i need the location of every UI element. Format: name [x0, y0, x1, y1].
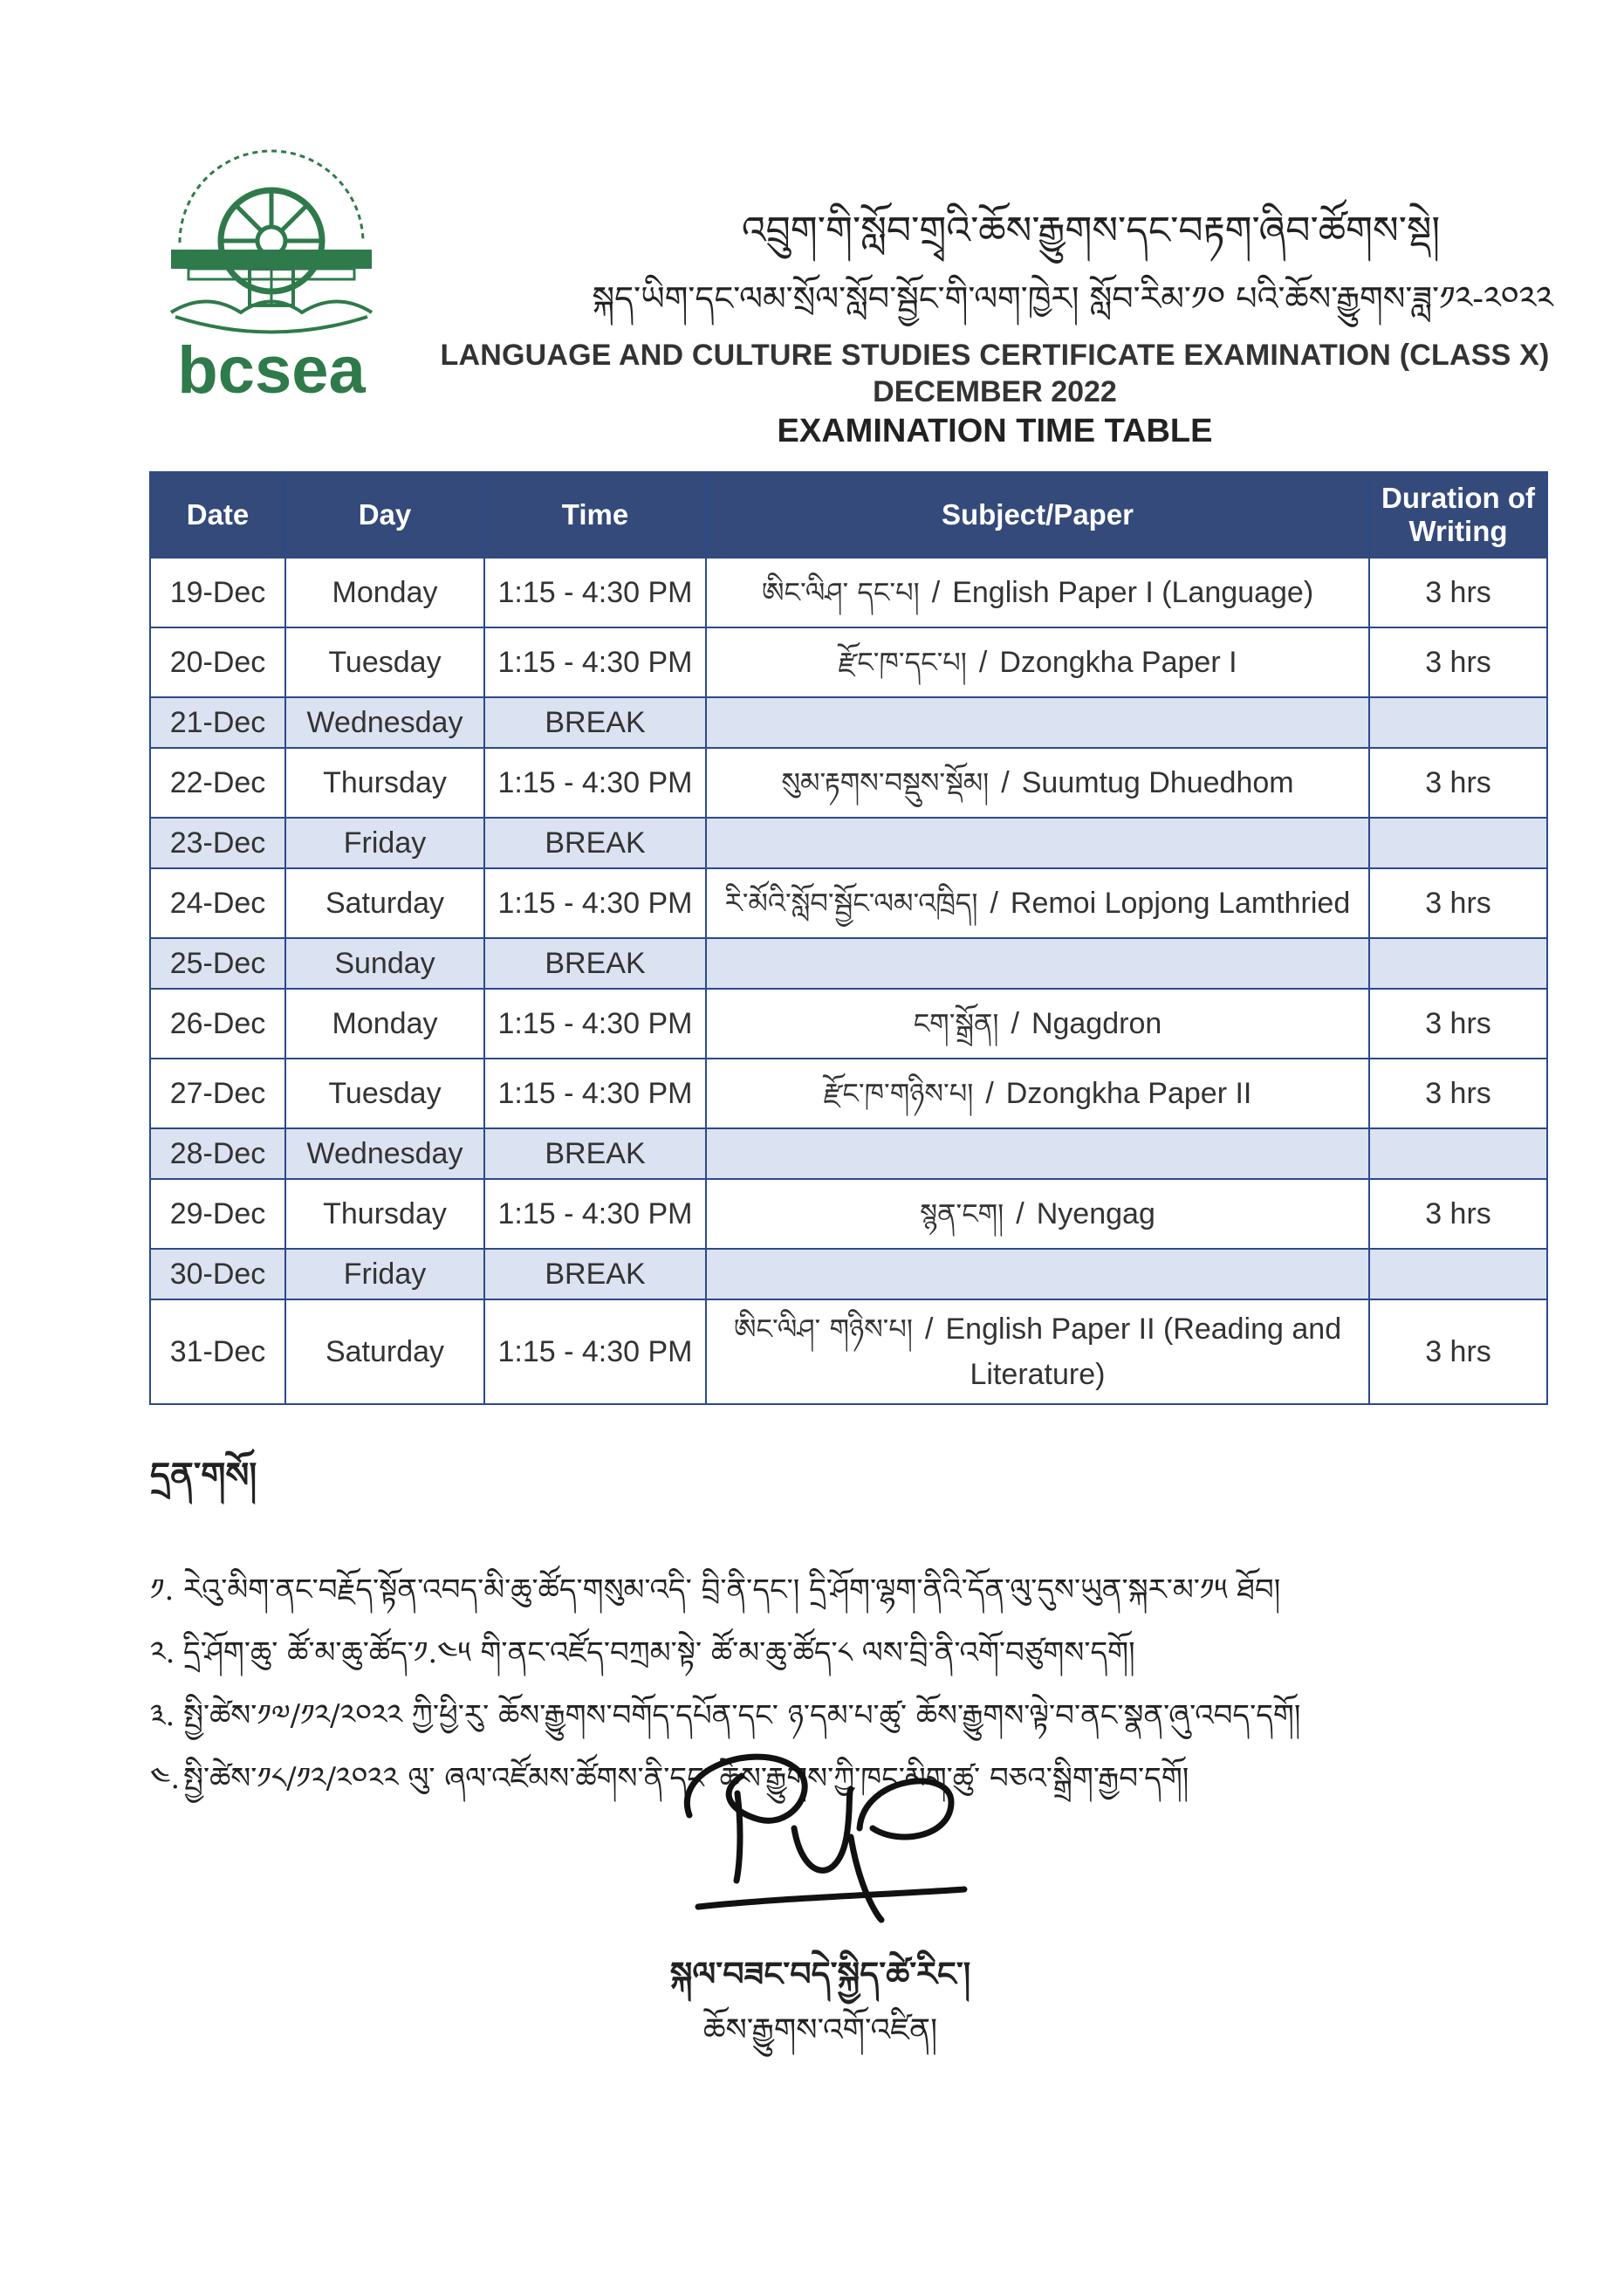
- exam-month: DECEMBER 2022: [873, 375, 1117, 408]
- subject-text: [781, 760, 1293, 805]
- timetable: [149, 471, 1548, 1405]
- cell-subject: [706, 818, 1369, 868]
- cell-date: 26-Dec: [150, 989, 285, 1059]
- cell-duration: 3 hrs: [1369, 748, 1547, 818]
- cell-date: 21-Dec: [150, 697, 285, 748]
- table-row: [150, 558, 1547, 627]
- cell-day: Monday: [285, 989, 484, 1059]
- cell-duration: [1369, 938, 1547, 989]
- cell-day: Thursday: [285, 748, 484, 818]
- cell-subject: [706, 938, 1369, 989]
- subject-text: [920, 1191, 1155, 1237]
- cell-date: 31-Dec: [150, 1299, 285, 1404]
- cell-duration: 3 hrs: [1369, 989, 1547, 1059]
- cell-time: 1:15 - 4:30 PM: [484, 1179, 706, 1249]
- subject-separator: /: [931, 576, 941, 609]
- cell-time: 1:15 - 4:30 PM: [484, 868, 706, 938]
- cell-day: Saturday: [285, 868, 484, 938]
- tibetan-subtitle: སྐད་ཡིག་དང་ལམ་སྲོལ་སློབ་སྦྱོང་གི་ལག་ཁྱེར། སློབ་རིམ་༡༠ པའི་ཆོས་རྒྱུགས་ཟླ་༡༢-༢༠༢༢: [592, 279, 1553, 318]
- cell-day: Sunday: [285, 938, 484, 989]
- subject-tibetan: ཨིང་ལིཤ་ དང་པ།: [761, 576, 920, 609]
- cell-date: 22-Dec: [150, 748, 285, 818]
- subject-text: [762, 570, 1313, 615]
- cell-subject: [706, 989, 1369, 1059]
- subject-tibetan: ངག་སྒྲོན།: [913, 1007, 999, 1040]
- cell-time: 1:15 - 4:30 PM: [484, 558, 706, 627]
- cell-time: BREAK: [484, 697, 706, 748]
- note-number: ༡.: [150, 1573, 175, 1607]
- cell-day: Saturday: [285, 1299, 484, 1404]
- subject-text: [725, 881, 1350, 926]
- cell-duration: 3 hrs: [1369, 868, 1547, 938]
- signature: [663, 1732, 986, 1929]
- note-number: ༢.: [150, 1635, 175, 1670]
- table-row-break: [150, 818, 1547, 868]
- subject-english-line2: Literature): [970, 1358, 1106, 1391]
- table-row: [150, 1179, 1547, 1249]
- table-header-row: [150, 472, 1547, 558]
- tibetan-title: འབྲུག་གི་སློབ་གྲྭའི་ཆོས་རྒྱུགས་དང་བརྟག་ཞིབ་ཚོགས་སྡེ།: [741, 209, 1441, 253]
- notes-title: དྲན་གསོ།: [150, 1455, 257, 1496]
- cell-time: BREAK: [484, 938, 706, 989]
- subject-separator: /: [978, 646, 988, 679]
- cell-date: 25-Dec: [150, 938, 285, 989]
- signatory-title: ཆོས་རྒྱུགས་འགོ་འཛིན།: [702, 2012, 938, 2048]
- cell-day: Friday: [285, 818, 484, 868]
- cell-subject: [706, 748, 1369, 818]
- subject-text: [838, 640, 1237, 685]
- cell-day: Thursday: [285, 1179, 484, 1249]
- cell-day: Friday: [285, 1249, 484, 1299]
- cell-time: BREAK: [484, 1128, 706, 1179]
- cell-time: 1:15 - 4:30 PM: [484, 1299, 706, 1404]
- timetable-title: EXAMINATION TIME TABLE: [777, 413, 1213, 449]
- header-date: Date: [150, 472, 285, 558]
- cell-day: Wednesday: [285, 697, 484, 748]
- header-time: Time: [484, 472, 706, 558]
- cell-day: Wednesday: [285, 1128, 484, 1179]
- cell-day: Monday: [285, 558, 484, 627]
- cell-date: 28-Dec: [150, 1128, 285, 1179]
- cell-date: 29-Dec: [150, 1179, 285, 1249]
- cell-duration: [1369, 1128, 1547, 1179]
- table-row: [150, 1059, 1547, 1128]
- cell-time: BREAK: [484, 818, 706, 868]
- table-row-break: [150, 938, 1547, 989]
- table-row-break: [150, 1249, 1547, 1299]
- header-day: Day: [285, 472, 484, 558]
- cell-duration: 3 hrs: [1369, 1299, 1547, 1404]
- subject-english: Ngagdron: [1031, 1007, 1162, 1040]
- subject-tibetan: སུམ་རྟགས་བསྡུས་སྡོམ།: [781, 766, 990, 799]
- subject-tibetan: རྫོང་ཁ་གཉིས་པ།: [823, 1077, 974, 1110]
- cell-date: 27-Dec: [150, 1059, 285, 1128]
- subject-tibetan: ཨིང་ལིཤ་ གཉིས་པ།: [733, 1312, 914, 1346]
- cell-time: 1:15 - 4:30 PM: [484, 989, 706, 1059]
- cell-subject: [706, 558, 1369, 627]
- note-item: [150, 1559, 1511, 1621]
- subject-english: English Paper I (Language): [952, 576, 1314, 609]
- cell-time: 1:15 - 4:30 PM: [484, 748, 706, 818]
- header-duration: Duration of Writing: [1369, 472, 1547, 558]
- table-row: [150, 868, 1547, 938]
- subject-english: English Paper II (Reading and: [945, 1312, 1342, 1346]
- cell-duration: 3 hrs: [1369, 558, 1547, 627]
- table-row: [150, 989, 1547, 1059]
- subject-text: [914, 1001, 1162, 1046]
- subject-separator: /: [1011, 1007, 1019, 1040]
- note-item: [150, 1621, 1511, 1684]
- bcsea-logo: [154, 138, 389, 408]
- note-text: རེའུ་མིག་ནང་བརྗོད་སྟོན་འབད་མི་ཆུ་ཚོད་གསུམ་འདི་ བྲི་ནི་དང་། དྲི་ཤོག་ལྷག་ནིའི་དོན་ལུ་དུས་ཡུན་སྐར་མ་༡༥ ཐོབ།: [183, 1573, 1281, 1607]
- subject-text: [824, 1071, 1252, 1116]
- cell-subject: [706, 1179, 1369, 1249]
- note-text: སྤྱི་ཚེས་༡༧/༡༢/༢༠༢༢ ཀྱི་ཕྱི་རུ་ ཆོས་རྒྱུགས་བགོད་དཔོན་དང་ ཉ་དམ་པ་ཚུ་ ཆོས་རྒྱུགས་ལྟེ་བ་ནང་སྣན་ཞུ་འབད་དགོ།: [183, 1698, 1301, 1733]
- subject-english: Dzongkha Paper I: [999, 646, 1237, 679]
- cell-time: BREAK: [484, 1249, 706, 1299]
- cell-duration: [1369, 818, 1547, 868]
- subject-tibetan: རི་མོའི་སློབ་སྦྱོང་ལམ་འཁྲིད།: [724, 887, 978, 920]
- note-number: ༤.: [150, 1761, 181, 1796]
- header-subject: Subject/Paper: [706, 472, 1369, 558]
- subject-english: Dzongkha Paper II: [1005, 1077, 1252, 1110]
- cell-day: Tuesday: [285, 627, 484, 697]
- cell-time: 1:15 - 4:30 PM: [484, 1059, 706, 1128]
- table-row: [150, 627, 1547, 697]
- table-row-break: [150, 1128, 1547, 1179]
- cell-subject: [706, 1299, 1369, 1404]
- note-text: དྲི་ཤོག་ཆུ་ ཚོ་མ་ཆུ་ཚོད་༡.༤༥ གི་ནང་འཛོད་བཀྲམ་སྟེ་ ཚོ་མ་ཆུ་ཚོད་༨ ལས་བྲི་ནི་འགོ་བཙུགས་དགོ།: [183, 1635, 1135, 1670]
- cell-subject: [706, 1059, 1369, 1128]
- cell-duration: [1369, 697, 1547, 748]
- subject-separator: /: [1016, 1197, 1024, 1230]
- cell-date: 20-Dec: [150, 627, 285, 697]
- cell-date: 19-Dec: [150, 558, 285, 627]
- cell-day: Tuesday: [285, 1059, 484, 1128]
- exam-title: LANGUAGE AND CULTURE STUDIES CERTIFICATE EXAMINATION (CLASS X): [440, 339, 1550, 372]
- subject-english: Nyengag: [1036, 1197, 1155, 1230]
- signatory-name: སྐལ་བཟང་བདེ་སྐྱིད་ཚེ་རིང་།: [669, 1954, 971, 1993]
- cell-duration: [1369, 1249, 1547, 1299]
- cell-date: 30-Dec: [150, 1249, 285, 1299]
- cell-subject: [706, 627, 1369, 697]
- logo-wordmark: bcsea: [177, 333, 366, 408]
- subject-separator: /: [990, 887, 998, 920]
- subject-tibetan: སྙན་ངག།: [920, 1197, 1004, 1230]
- note-text: སྤྱི་ཚེས་༡༨/༡༢/༢༠༢༢ ལུ་ ཞལ་འཛོམས་ཚོགས་ནི་དང་ ཆོས་རྒྱུགས་ཀྱི་ཁང་མིག་ཚུ་ བཅའ་སྒྲིག་རྒྱབ་དགོ།: [183, 1761, 1189, 1796]
- subject-english: Remoi Lopjong Lamthried: [1010, 887, 1351, 920]
- cell-duration: 3 hrs: [1369, 1059, 1547, 1128]
- cell-subject: [706, 1128, 1369, 1179]
- cell-duration: 3 hrs: [1369, 1179, 1547, 1249]
- subject-text: [734, 1306, 1341, 1397]
- subject-separator: /: [1001, 766, 1010, 799]
- cell-date: 23-Dec: [150, 818, 285, 868]
- cell-duration: 3 hrs: [1369, 627, 1547, 697]
- subject-english: Suumtug Dhuedhom: [1021, 766, 1294, 799]
- table-row: [150, 748, 1547, 818]
- table-row-break: [150, 697, 1547, 748]
- cell-time: 1:15 - 4:30 PM: [484, 627, 706, 697]
- subject-separator: /: [985, 1077, 994, 1110]
- subject-separator: /: [925, 1312, 934, 1346]
- cell-subject: [706, 1249, 1369, 1299]
- subject-tibetan: རྫོང་ཁ་དང་པ།: [838, 646, 967, 679]
- cell-date: 24-Dec: [150, 868, 285, 938]
- table-row: [150, 1299, 1547, 1404]
- note-number: ༣.: [150, 1698, 175, 1733]
- cell-subject: [706, 868, 1369, 938]
- cell-subject: [706, 697, 1369, 748]
